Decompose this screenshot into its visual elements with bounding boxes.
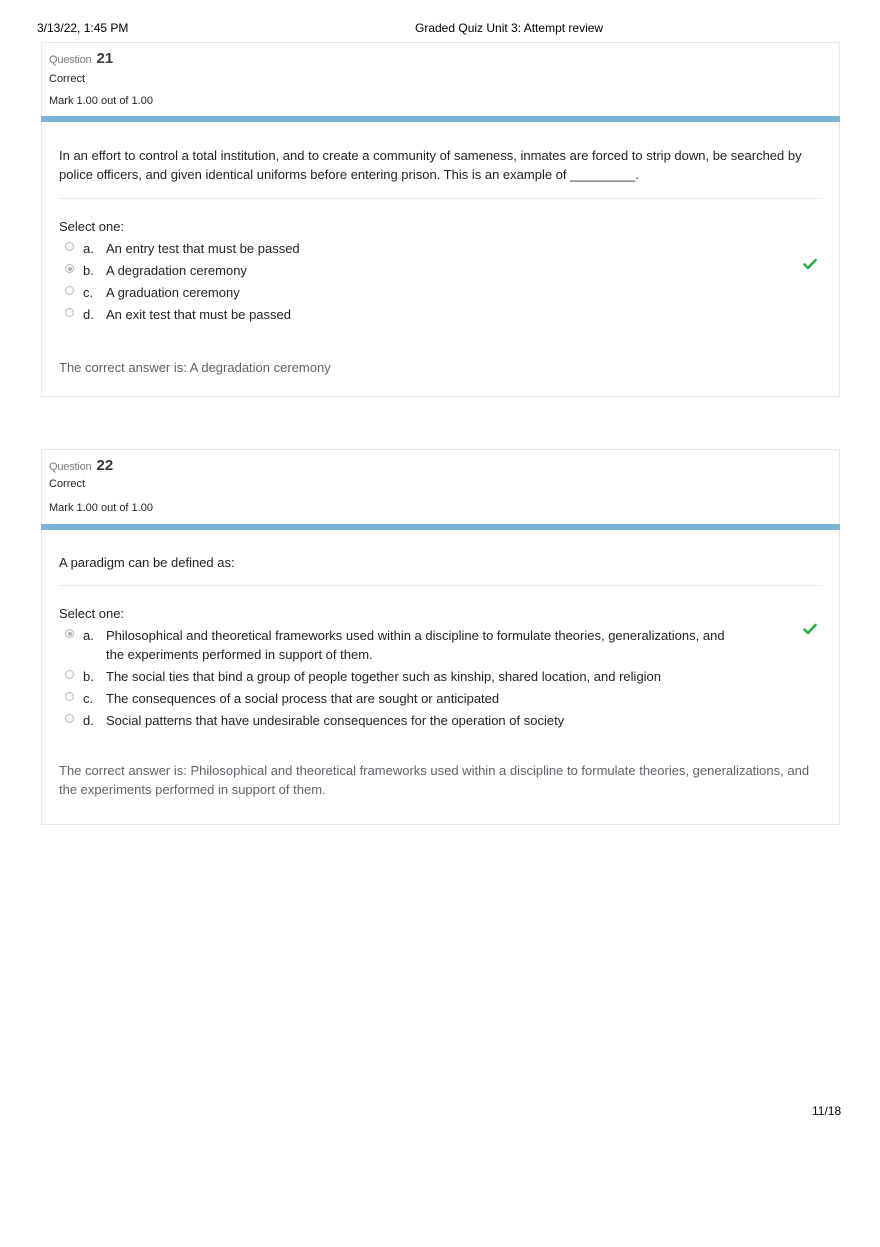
question-label: Question: [49, 54, 92, 66]
option-letter: d.: [83, 307, 94, 322]
answer-option-b[interactable]: [59, 667, 823, 686]
option-letter: b.: [83, 669, 94, 684]
option-letter: c.: [83, 285, 94, 300]
answer-option-c[interactable]: [59, 283, 823, 302]
question-number-value: 21: [96, 50, 114, 67]
check-icon: [803, 257, 817, 271]
correct-answer-feedback: The correct answer is: A degradation ceremony: [59, 360, 331, 375]
option-letter: a.: [83, 241, 94, 256]
print-datetime: 3/13/22, 1:45 PM: [37, 21, 129, 35]
option-text: The consequences of a social process that are sought or anticipated: [106, 691, 500, 706]
option-letter: a.: [83, 628, 94, 643]
option-text: A degradation ceremony: [106, 263, 247, 278]
question-number: [49, 49, 832, 69]
option-text: An entry test that must be passed: [106, 241, 300, 256]
check-icon: [803, 622, 817, 636]
question-grade: Mark 1.00 out of 1.00: [49, 95, 153, 107]
question-info: [42, 450, 839, 524]
answer-option-b[interactable]: [59, 261, 823, 280]
option-letter: b.: [83, 263, 94, 278]
question-state: Correct: [49, 478, 86, 490]
radio-checked-icon[interactable]: [65, 264, 74, 273]
question-state: Correct: [49, 73, 86, 85]
question-21: [41, 42, 840, 397]
option-text: A graduation ceremony: [106, 285, 240, 300]
option-text: The social ties that bind a group of people together such as kinship, shared location, and religion: [106, 669, 662, 684]
answer-options: [59, 239, 823, 324]
answer-option-a[interactable]: [59, 626, 823, 664]
question-text: A paradigm can be defined as:: [59, 530, 823, 586]
option-text: Philosophical and theoretical frameworks used within a discipline to formulate theories, generalizations, and the experiments performed in support of them.: [106, 628, 725, 662]
answer-option-d[interactable]: [59, 711, 823, 730]
option-text: Social patterns that have undesirable consequences for the operation of society: [106, 713, 565, 728]
answer-option-a[interactable]: [59, 239, 823, 258]
question-22: [41, 449, 840, 825]
select-one-prompt: Select one:: [59, 606, 125, 621]
option-letter: c.: [83, 691, 94, 706]
radio-icon[interactable]: [65, 692, 74, 701]
answer-option-c[interactable]: [59, 689, 823, 708]
radio-checked-icon[interactable]: [65, 629, 74, 638]
print-header: [37, 21, 843, 37]
radio-icon[interactable]: [65, 286, 74, 295]
option-letter: d.: [83, 713, 94, 728]
question-number-value: 22: [96, 457, 114, 474]
radio-icon[interactable]: [65, 242, 74, 251]
option-text: An exit test that must be passed: [106, 307, 291, 322]
correct-answer-feedback: The correct answer is: Philosophical and theoretical frameworks used within a discipline to formulate theories, generalizations, and the experiments performed in support of them.: [59, 763, 810, 797]
print-title: Graded Quiz Unit 3: Attempt review: [415, 21, 604, 35]
question-content: [42, 530, 839, 799]
radio-icon[interactable]: [65, 308, 74, 317]
answer-option-d[interactable]: [59, 305, 823, 324]
question-content: [42, 122, 839, 377]
question-info: [42, 43, 839, 116]
question-grade: Mark 1.00 out of 1.00: [49, 502, 153, 514]
page-number: 11/18: [812, 1104, 842, 1118]
question-number: [49, 456, 832, 476]
answer-options: [59, 626, 823, 730]
question-label: Question: [49, 461, 92, 473]
question-text: In an effort to control a total institution, and to create a community of sameness, inmates are forced to strip down, be searched by police officers, and given identical uniforms before entering prison. This is an example of _________.: [59, 122, 823, 199]
radio-icon[interactable]: [65, 714, 74, 723]
radio-icon[interactable]: [65, 670, 74, 679]
select-one-prompt: Select one:: [59, 219, 125, 234]
